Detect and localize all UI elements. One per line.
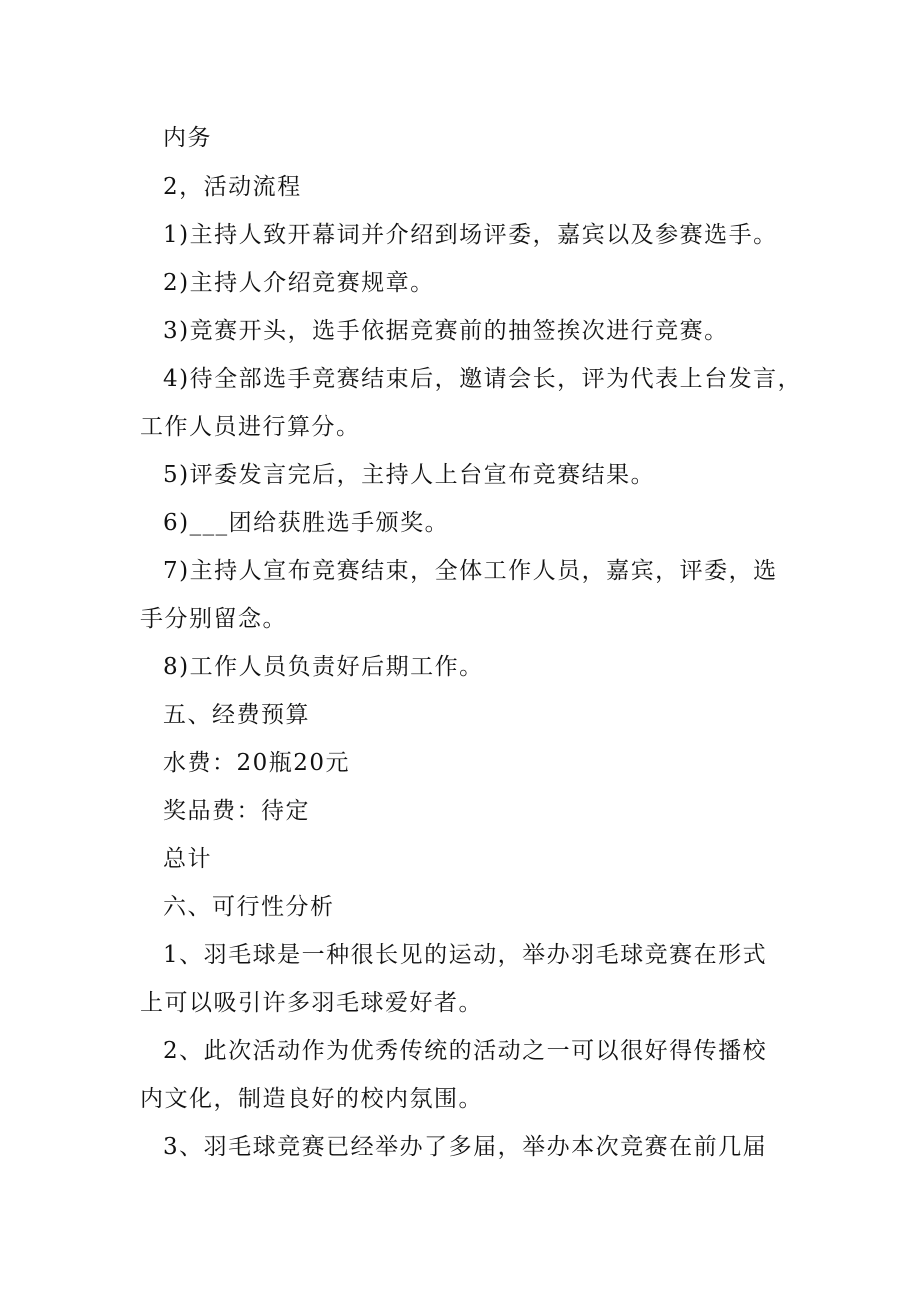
feasibility-point-1: 1、羽毛球是一种很长见的运动，举办羽毛球竞赛在形式 [163,942,768,968]
feasibility-point-2: 2、此次活动作为优秀传统的活动之一可以很好得传播校 [163,1038,768,1064]
heading-feasibility: 六、可行性分析 [163,894,335,920]
text-line-neiwu: 内务 [163,125,212,151]
budget-water: 水费：20瓶20元 [163,750,351,776]
flow-step-2: 2)主持人介绍竞赛规章。 [163,270,435,296]
flow-step-1: 1)主持人致开幕词并介绍到场评委，嘉宾以及参赛选手。 [163,222,778,248]
feasibility-point-1-continued: 上可以吸引许多羽毛球爱好者。 [140,990,483,1016]
feasibility-point-2-continued: 内文化，制造良好的校内氛围。 [140,1086,483,1112]
flow-step-6: 6)___团给获胜选手颁奖。 [163,510,450,536]
flow-step-7-continued: 手分别留念。 [140,606,287,632]
flow-step-4-continued: 工作人员进行算分。 [140,414,361,440]
budget-total: 总计 [163,846,212,872]
flow-step-3: 3)竞赛开头，选手依据竞赛前的抽签挨次进行竞赛。 [163,318,729,344]
feasibility-point-3: 3、羽毛球竞赛已经举办了多届，举办本次竞赛在前几届 [163,1134,768,1160]
flow-step-5: 5)评委发言完后，主持人上台宣布竞赛结果。 [163,462,656,488]
budget-prizes: 奖品费：待定 [163,798,310,824]
heading-activity-flow: 2，活动流程 [163,174,302,200]
flow-step-7: 7)主持人宣布竞赛结束，全体工作人员，嘉宾，评委，选 [163,558,778,584]
flow-step-8: 8)工作人员负责好后期工作。 [163,654,484,680]
flow-step-4: 4)待全部选手竞赛结束后，邀请会长，评为代表上台发言， [163,366,803,392]
heading-budget: 五、经费预算 [163,702,310,728]
